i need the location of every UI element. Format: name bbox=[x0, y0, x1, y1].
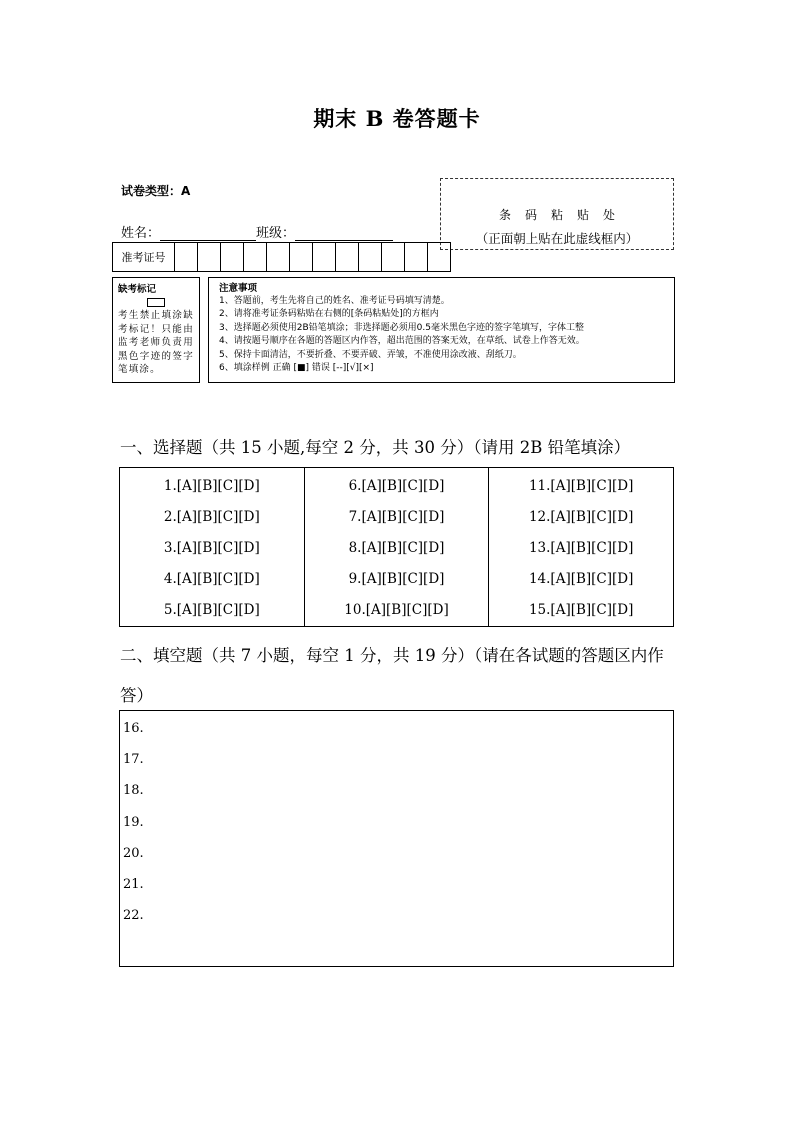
admission-digit-cell[interactable] bbox=[336, 243, 359, 271]
choice-question[interactable]: 4.[A][B][C][D] bbox=[163, 571, 260, 587]
choice-question[interactable]: 1.[A][B][C][D] bbox=[163, 478, 260, 494]
choice-question[interactable]: 11.[A][B][C][D] bbox=[528, 478, 634, 494]
fill-question[interactable]: 16. bbox=[123, 721, 144, 736]
choice-question[interactable]: 7.[A][B][C][D] bbox=[348, 509, 445, 525]
choice-question[interactable]: 5.[A][B][C][D] bbox=[163, 602, 260, 618]
choice-question[interactable]: 10.[A][B][C][D] bbox=[344, 602, 449, 618]
fill-question[interactable]: 18. bbox=[123, 783, 144, 799]
choice-column bbox=[489, 468, 673, 626]
fill-question[interactable]: 19. bbox=[123, 814, 144, 830]
name-label: 姓名： bbox=[121, 226, 161, 241]
admission-digit-cell[interactable] bbox=[313, 243, 336, 271]
fill-question[interactable]: 22. bbox=[123, 908, 144, 924]
admission-digit-cell[interactable] bbox=[198, 243, 221, 271]
choice-question[interactable]: 8.[A][B][C][D] bbox=[348, 540, 445, 556]
admission-number-label: 准考证号 bbox=[113, 243, 175, 271]
choice-column bbox=[120, 468, 305, 626]
notice-item: 3、选择题必须使用2B铅笔填涂；非选择题必须用0.5毫米黑色字迹的签字笔填写，字体工整 bbox=[219, 322, 584, 333]
choice-question[interactable]: 12.[A][B][C][D] bbox=[528, 509, 634, 525]
notice-item: 5、保持卡面清洁，不要折叠、不要弄破、弄皱，不准使用涂改液、刮纸刀。 bbox=[219, 349, 522, 360]
choice-question[interactable]: 14.[A][B][C][D] bbox=[528, 571, 634, 587]
class-field[interactable] bbox=[295, 226, 393, 241]
name-field[interactable] bbox=[160, 226, 256, 241]
page-title: 期末 B 卷答题卡 bbox=[313, 106, 481, 131]
section2-heading: 二、填空题（共 7 小题，每空 1 分，共 19 分）（请在各试题的答题区内作答） bbox=[120, 646, 664, 705]
fill-blank-answer-area[interactable] bbox=[119, 710, 674, 967]
fill-question[interactable]: 21. bbox=[123, 876, 144, 892]
absent-mark-checkbox[interactable] bbox=[147, 298, 165, 307]
choice-question[interactable]: 9.[A][B][C][D] bbox=[348, 571, 445, 587]
choice-answer-grid bbox=[119, 467, 674, 627]
notice-item: 6、填涂样例 正确 [■] 错误 [--][√][×] bbox=[219, 363, 374, 374]
barcode-hint: （正面朝上贴在此虚线框内） bbox=[475, 231, 639, 246]
admission-digit-cell[interactable] bbox=[175, 243, 198, 271]
choice-question[interactable]: 2.[A][B][C][D] bbox=[163, 509, 260, 525]
section1-heading: 一、选择题（共 15 小题,每空 2 分，共 30 分）（请用 2B 铅笔填涂） bbox=[120, 438, 631, 457]
admission-digit-cell[interactable] bbox=[267, 243, 290, 271]
choice-question[interactable]: 15.[A][B][C][D] bbox=[528, 602, 634, 618]
notice-item: 2、请将准考证条码粘贴在右侧的[条码粘贴处]的方框内 bbox=[219, 309, 439, 320]
barcode-title: 条码粘贴处 bbox=[498, 208, 629, 222]
choice-question[interactable]: 6.[A][B][C][D] bbox=[348, 478, 445, 494]
admission-number-row bbox=[112, 242, 451, 272]
choice-question[interactable]: 3.[A][B][C][D] bbox=[163, 540, 260, 556]
class-label: 班级： bbox=[256, 226, 296, 241]
exam-type-label: 试卷类型：A bbox=[121, 184, 191, 198]
admission-digit-cell[interactable] bbox=[244, 243, 267, 271]
notice-title: 注意事项 bbox=[219, 283, 258, 294]
fill-question[interactable]: 17. bbox=[123, 752, 144, 768]
choice-column bbox=[305, 468, 490, 626]
absent-mark-box bbox=[112, 277, 200, 383]
admission-digit-cell[interactable] bbox=[428, 243, 450, 271]
notice-box bbox=[208, 277, 675, 383]
admission-digit-cell[interactable] bbox=[405, 243, 428, 271]
admission-digit-cell[interactable] bbox=[382, 243, 405, 271]
fill-question[interactable]: 20. bbox=[123, 845, 144, 861]
absent-mark-title: 缺考标记 bbox=[118, 284, 157, 295]
admission-digit-cell[interactable] bbox=[221, 243, 244, 271]
notice-item: 4、请按题号顺序在各题的答题区内作答，超出范围的答案无效，在草纸、试卷上作答无效。 bbox=[219, 336, 585, 347]
choice-question[interactable]: 13.[A][B][C][D] bbox=[528, 540, 634, 556]
name-class-row bbox=[121, 222, 393, 241]
barcode-area bbox=[440, 178, 674, 250]
admission-digit-cell[interactable] bbox=[290, 243, 313, 271]
notice-item: 1、答题前，考生先将自己的姓名、准考证号码填写清楚。 bbox=[219, 296, 450, 306]
absent-mark-text: 考生禁止填涂缺考标记！只能由监考老师负责用黑色字迹的签字笔填涂。 bbox=[118, 310, 194, 375]
admission-digit-cell[interactable] bbox=[359, 243, 382, 271]
